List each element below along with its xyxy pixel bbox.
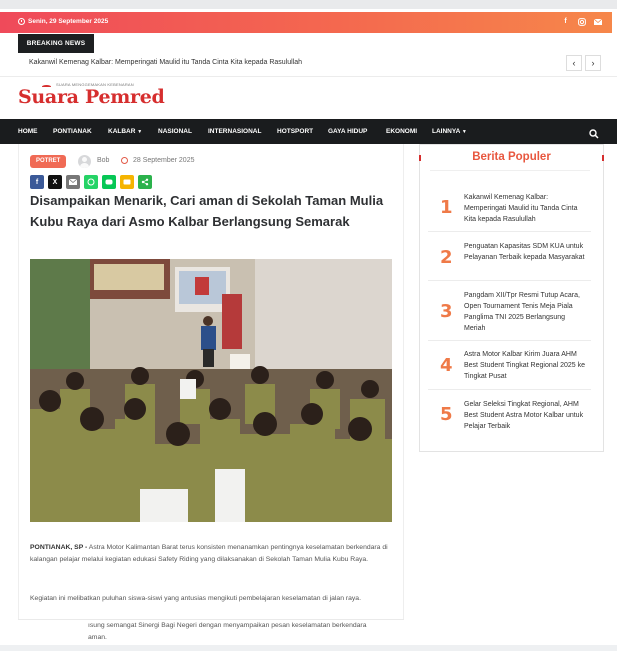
instagram-icon[interactable] (577, 17, 586, 26)
popular-item[interactable] (428, 180, 591, 232)
share-icon (141, 178, 149, 186)
email-icon (69, 179, 77, 185)
nav-item-internasional[interactable]: INTERNASIONAL (208, 128, 262, 135)
popular-item-title[interactable]: Gelar Seleksi Tingkat Regional, AHM Best Student Astra Motor Kalbar untuk Pelajar Terbaik (464, 401, 584, 430)
x-icon: X (52, 178, 58, 186)
chevron-right-icon: › (591, 58, 595, 68)
chevron-left-icon: ‹ (572, 58, 576, 68)
facebook-icon[interactable]: f (564, 18, 567, 25)
ticker-next-button[interactable] (585, 55, 601, 71)
popular-item-title[interactable]: Pangdam XII/Tpr Resmi Tutup Acara, Open Tournament Tenis Meja Piala Panglima TNI 2025 Berlangsung Meriah (464, 292, 580, 332)
popular-item[interactable] (428, 341, 591, 390)
share-more-button[interactable] (138, 175, 152, 189)
article-title: Disampaikan Menarik, Cari aman di Sekolah Taman Mulia Kubu Raya dari Asmo Kalbar Berlangsung Semarak (30, 193, 384, 229)
current-date-text: Senin, 29 September 2025 (28, 18, 109, 25)
email-icon[interactable] (593, 17, 602, 26)
facebook-icon: f (35, 178, 39, 186)
breaking-news-ticker[interactable]: Kakanwil Kemenag Kalbar: Memperingati Maulid itu Tanda Cinta Kita kepada Rasulullah (29, 59, 303, 66)
dateline: PONTIANAK, SP - (30, 544, 88, 551)
popular-item[interactable] (428, 281, 591, 341)
classroom-photo-illustration (30, 259, 392, 522)
nav-item-lainnya-label: LAINNYA (432, 128, 461, 135)
popular-item[interactable] (428, 232, 591, 281)
share-buttons (30, 175, 152, 189)
nav-item-kalbar[interactable] (108, 119, 142, 144)
popular-rank: 5 (440, 404, 453, 425)
nav-item-ekonomi[interactable]: EKONOMI (386, 128, 418, 135)
author-avatar (78, 155, 91, 168)
share-facebook-button[interactable] (30, 175, 44, 189)
nav-item-nasional[interactable]: NASIONAL (158, 128, 192, 135)
sms-icon (123, 179, 131, 186)
author-name[interactable]: Bob (97, 157, 110, 164)
popular-rank: 1 (440, 197, 453, 218)
main-nav (0, 119, 617, 144)
social-links (561, 17, 602, 26)
popular-rank: 3 (440, 301, 453, 322)
article-paragraph-3-cont: aman. (88, 634, 107, 641)
search-icon (589, 129, 599, 139)
share-email-button[interactable] (66, 175, 80, 189)
clock-icon (121, 157, 128, 164)
nav-item-pontianak[interactable]: PONTIANAK (53, 128, 92, 135)
browser-top-strip (0, 0, 617, 9)
top-bar (0, 12, 612, 33)
article-paragraph-1 (30, 542, 392, 565)
popular-item-title[interactable]: Astra Motor Kalbar Kirim Juara AHM Best Student Tingkat Regional 2025 ke Tingkat Pusat (464, 351, 586, 380)
share-whatsapp-button[interactable] (84, 175, 98, 189)
article-photo (30, 259, 392, 522)
article-paragraph-3: ısung semangat Sinergi Bagi Negeri dengan menyampaikan pesan keselamatan berkendara (88, 622, 367, 629)
nav-item-kalbar-label: KALBAR (108, 128, 136, 135)
share-sms-button[interactable] (120, 175, 134, 189)
article-paragraph-2: Kegiatan ini melibatkan puluhan siswa-siswi yang antusias mengikuti pembelajaran keselamatan di jalan raya. (30, 595, 361, 602)
whatsapp-icon (87, 178, 95, 186)
chevron-down-icon: ▼ (461, 129, 467, 135)
ticker-prev-button[interactable] (566, 55, 582, 71)
share-line-button[interactable] (102, 175, 116, 189)
post-date: 28 September 2025 (133, 157, 195, 164)
popular-rank: 4 (440, 355, 453, 376)
category-badge[interactable]: POTRET (30, 155, 66, 168)
breaking-news-label: BREAKING NEWS (18, 34, 94, 53)
logo-tagline: SUARA MENGGEMAKAN KEBENARAN (56, 82, 134, 87)
search-button[interactable] (589, 126, 599, 136)
popular-news-title: Berita Populer (472, 151, 551, 163)
logo-name: Suara Pemred (18, 86, 165, 108)
share-x-button[interactable] (48, 175, 62, 189)
header-divider (0, 76, 617, 77)
clock-icon (18, 18, 25, 25)
line-icon (105, 179, 113, 186)
nav-item-gaya-hidup[interactable]: GAYA HIDUP (328, 128, 368, 135)
chevron-down-icon: ▼ (137, 129, 143, 135)
popular-item-title[interactable]: Kakanwil Kemenag Kalbar: Memperingati Maulid itu Tanda Cinta Kita kepada Rasulullah (464, 194, 578, 223)
widget-divider (430, 170, 590, 171)
popular-item[interactable] (428, 390, 591, 440)
current-date (18, 18, 108, 25)
article-paragraph-1-text: Astra Motor Kalimantan Barat terus konsisten menanamkan pentingnya keselamatan berkendara di kalangan pelajar melalui kegiatan edukasi Safety Riding yang dilaksanakan di Sekolah Taman Mulia Kubu Raya. (30, 544, 388, 563)
nav-item-hotsport[interactable]: HOTSPORT (277, 128, 314, 135)
nav-item-lainnya[interactable] (432, 119, 467, 144)
popular-rank: 2 (440, 247, 453, 268)
nav-item-home[interactable]: HOME (18, 128, 38, 135)
popular-item-title[interactable]: Penguatan Kapasitas SDM KUA untuk Pelayanan Terbaik kepada Masyarakat (464, 243, 585, 261)
bottom-edge (0, 645, 617, 651)
